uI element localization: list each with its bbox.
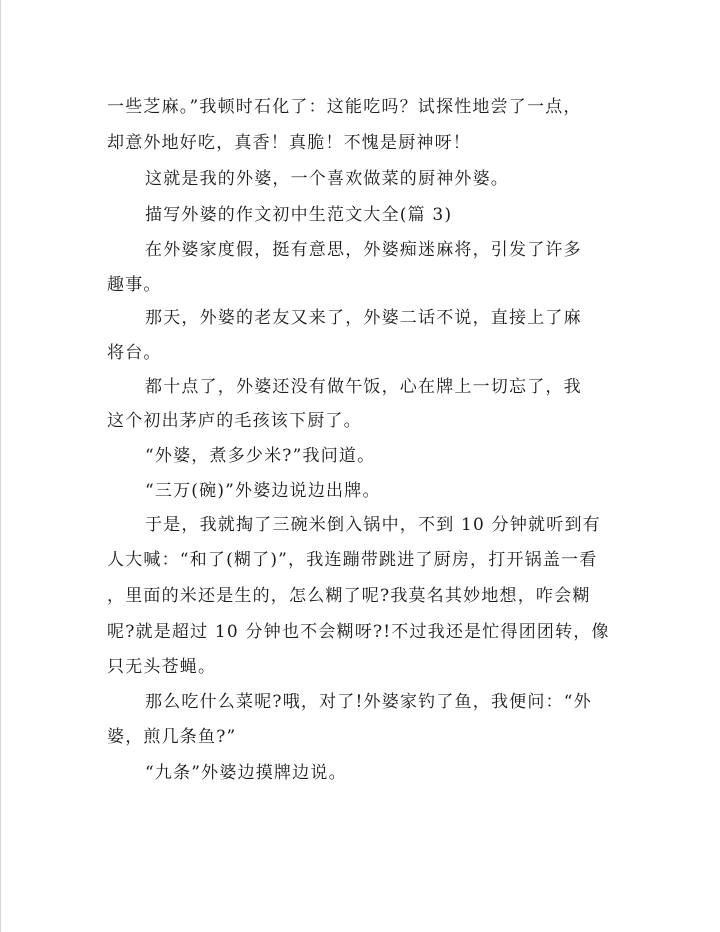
paragraph-line: 都十点了，外婆还没有做午饭，心在牌上一切忘了，我 [145,377,582,397]
paragraph-line: “九条”外婆边摸牌边说。 [145,763,347,783]
paragraph-line: 呢?就是超过 10 分钟也不会糊呀?!不过我还是忙得团团转，像 [107,622,610,642]
paragraph-line: 那天，外婆的老友又来了，外婆二话不说，直接上了麻 [145,308,582,328]
paragraph-line: “三万(碗)”外婆边说边出牌。 [145,481,381,501]
paragraph-line: 趣事。 [107,275,162,295]
section-heading: 描写外婆的作文初中生范文大全(篇 3) [145,205,453,225]
paragraph-line: 这个初出茅庐的毛孩该下厨了。 [107,411,362,431]
paragraph-line: 一些芝麻。”我顿时石化了：这能吃吗？试探性地尝了一点， [107,97,582,117]
paragraph-line: 这就是我的外婆，一个喜欢做菜的厨神外婆。 [145,169,509,189]
paragraph-line: 在外婆家度假，挺有意思，外婆痴迷麻将，引发了许多 [145,240,582,260]
paragraph-line: 只无头苍蝇。 [107,657,217,677]
paragraph-line: “外婆，煮多少米?”我问道。 [145,446,376,466]
paragraph-line: 将台。 [107,343,162,363]
paragraph-line: 婆，煎几条鱼?” [107,727,237,747]
paragraph-line: 那么吃什么菜呢?哦，对了!外婆家钓了鱼，我便问：“外 [145,692,592,712]
paragraph-line: ，里面的米还是生的，怎么糊了呢?我莫名其妙地想，咋会糊 [107,586,591,606]
paragraph-line: 于是，我就掏了三碗米倒入锅中，不到 10 分钟就听到有 [145,515,601,535]
paragraph-line: 却意外地好吃，真香！真脆！不愧是厨神呀！ [107,133,471,153]
paragraph-line: 人大喊：“和了(糊了)”，我连蹦带跳进了厨房，打开锅盖一看 [107,550,598,570]
